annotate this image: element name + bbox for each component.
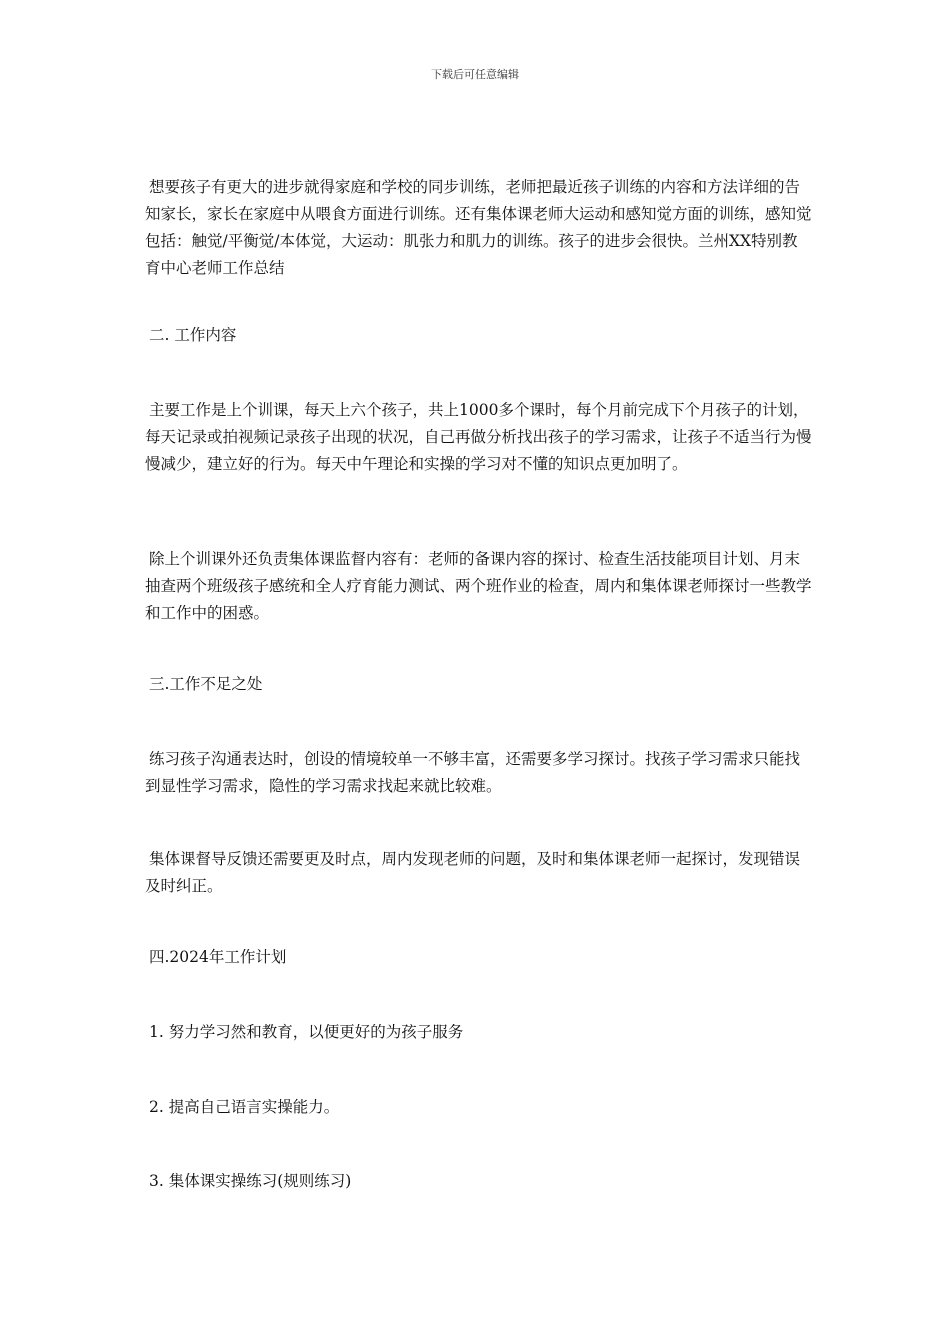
section-heading-plan: 四.2024年工作计划 — [149, 948, 287, 966]
paragraph-shortcoming-communication: 练习孩子沟通表达时，创设的情境较单一不够丰富，还需要多学习探讨。找孩子学习需求只能找到显性学习需求，隐性的学习需求找起来就比较难。 — [145, 750, 801, 795]
plan-item-2: 2. 提高自己语言实操能力。 — [149, 1098, 340, 1116]
section-heading-work-content: 二. 工作内容 — [149, 326, 237, 344]
plan-item-3: 3. 集体课实操练习(规则练习) — [149, 1172, 352, 1190]
paragraph-shortcoming-feedback: 集体课督导反馈还需要更及时点，周内发现老师的问题，及时和集体课老师一起探讨，发现错误及时纠正。 — [145, 850, 801, 895]
plan-item-1: 1. 努力学习然和教育，以便更好的为孩子服务 — [149, 1023, 464, 1041]
paragraph-supervision: 除上个训课外还负责集体课监督内容有：老师的备课内容的探讨、检查生活技能项目计划、月末抽查两个班级孩子感统和全人疗育能力测试、两个班作业的检查，周内和集体课老师探讨一些教学和工作中的困惑。 — [145, 550, 812, 622]
paragraph-main-work: 主要工作是上个训课，每天上六个孩子，共上1000多个课时，每个月前完成下个月孩子的计划，每天记录或拍视频记录孩子出现的状况，自己再做分析找出孩子的学习需求，让孩子不适当行为慢慢减少，建立好的行为。每天中午理论和实操的学习对不懂的知识点更加明了。 — [145, 401, 812, 473]
page-header-note: 下载后可任意编辑 — [431, 68, 519, 81]
paragraph-intro: 想要孩子有更大的进步就得家庭和学校的同步训练，老师把最近孩子训练的内容和方法详细的告知家长，家长在家庭中从喂食方面进行训练。还有集体课老师大运动和感知觉方面的训练，感知觉包括：触觉/平衡觉/本体觉，大运动：肌张力和肌力的训练。孩子的进步会很快。兰州XX特别教育中心老师工作总结 — [145, 178, 812, 277]
section-heading-shortcomings: 三.工作不足之处 — [149, 675, 263, 693]
